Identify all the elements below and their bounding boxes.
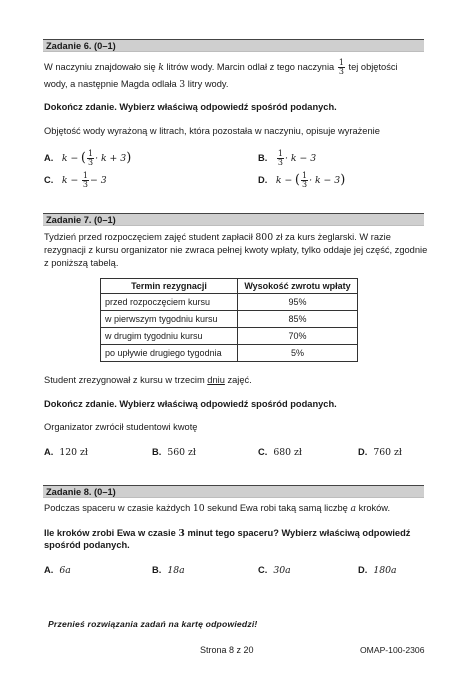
task-6-answer-a[interactable]: A. k − ( $\frac{1}{3}$ · k + 3): [44, 149, 132, 167]
table-row: po upływie drugiego tygodnia 5%: [101, 345, 358, 362]
table-row: w pierwszym tygodniu kursu 85%: [101, 311, 358, 328]
task-8-answer-c[interactable]: C. 30a: [258, 565, 291, 576]
task-7-text-line-2: rezygnacji z kursu organizator nie zwraca pełnej kwoty wpłaty, tylko oddaje jej część, zgodnie: [44, 245, 428, 255]
task-6-stem: Objętość wody wyrażoną w litrach, która pozostała w naczyniu, opisuje wyrażenie: [44, 126, 380, 136]
task-7-statement: Student zrezygnował z kursu w trzecim dniu zajęć.: [44, 375, 252, 385]
task-7-instruction: Dokończ zdanie. Wybierz właściwą odpowiedź spośród podanych.: [44, 399, 337, 409]
column-header: Wysokość zwrotu wpłaty: [238, 279, 358, 294]
page-number: Strona 8 z 20: [200, 645, 254, 655]
task-6-instruction: Dokończ zdanie. Wybierz właściwą odpowiedź spośród podanych.: [44, 102, 337, 112]
table-header-row: [101, 279, 358, 294]
task-6-answer-c[interactable]: C. k − $\frac{1}{3}$ − 3: [44, 171, 107, 189]
transfer-answers-note: Przenieś rozwiązania zadań na kartę odpowiedzi!: [48, 619, 258, 629]
task-7-answer-d[interactable]: D. 760 zł: [358, 447, 402, 458]
task-7-header: Zadanie 7. (0–1): [43, 213, 424, 226]
task-7-text-line-1: Tydzień przed rozpoczęciem zajęć student zapłacił 800 zł za kurs żeglarski. W razie: [44, 232, 391, 243]
task-7-stem: Organizator zwrócił studentowi kwotę: [44, 422, 198, 432]
table-row: przed rozpoczęciem kursu 95%: [101, 294, 358, 311]
column-header: Termin rezygnacji: [101, 279, 238, 294]
task-6-answer-d[interactable]: D. k − ( $\frac{1}{3}$ · k − 3): [258, 171, 346, 189]
refund-table: [100, 278, 358, 362]
task-6-header: Zadanie 6. (0–1): [43, 39, 424, 52]
task-8-text-line-1: Podczas spaceru w czasie każdych 10 sekund Ewa robi taką samą liczbę a kroków.: [44, 503, 391, 514]
task-6-text-line-1: W naczyniu znajdowało się k litrów wody. Marcin odlał z tego naczynia $\frac{1}{3}$ tej objętości: [44, 58, 398, 76]
task-6-answer-b[interactable]: B. $\frac{1}{3}$ · k − 3: [258, 149, 317, 167]
task-8-answer-a[interactable]: A. 6a: [44, 565, 71, 576]
task-8-question-line-1: Ile kroków zrobi Ewa w czasie 3 minut tego spaceru? Wybierz właściwą odpowiedź: [44, 528, 411, 539]
task-6-text-line-2: wody, a następnie Magda odlała 3 litry wody.: [44, 79, 229, 90]
table-row: w drugim tygodniu kursu 70%: [101, 328, 358, 345]
task-7-text-line-3: z poniższą tabelą.: [44, 258, 119, 268]
fraction: $\frac{1}{3}$: [338, 58, 344, 76]
task-8-question-line-2: spośród podanych.: [44, 540, 130, 550]
task-8-answer-b[interactable]: B. 18a: [152, 565, 185, 576]
exam-code: OMAP-100-2306: [360, 645, 425, 655]
task-8-header: Zadanie 8. (0–1): [43, 485, 424, 498]
task-7-answer-b[interactable]: B. 560 zł: [152, 447, 196, 458]
task-7-answer-c[interactable]: C. 680 zł: [258, 447, 302, 458]
task-8-answer-d[interactable]: D. 180a: [358, 565, 397, 576]
task-7-answer-a[interactable]: A. 120 zł: [44, 447, 88, 458]
